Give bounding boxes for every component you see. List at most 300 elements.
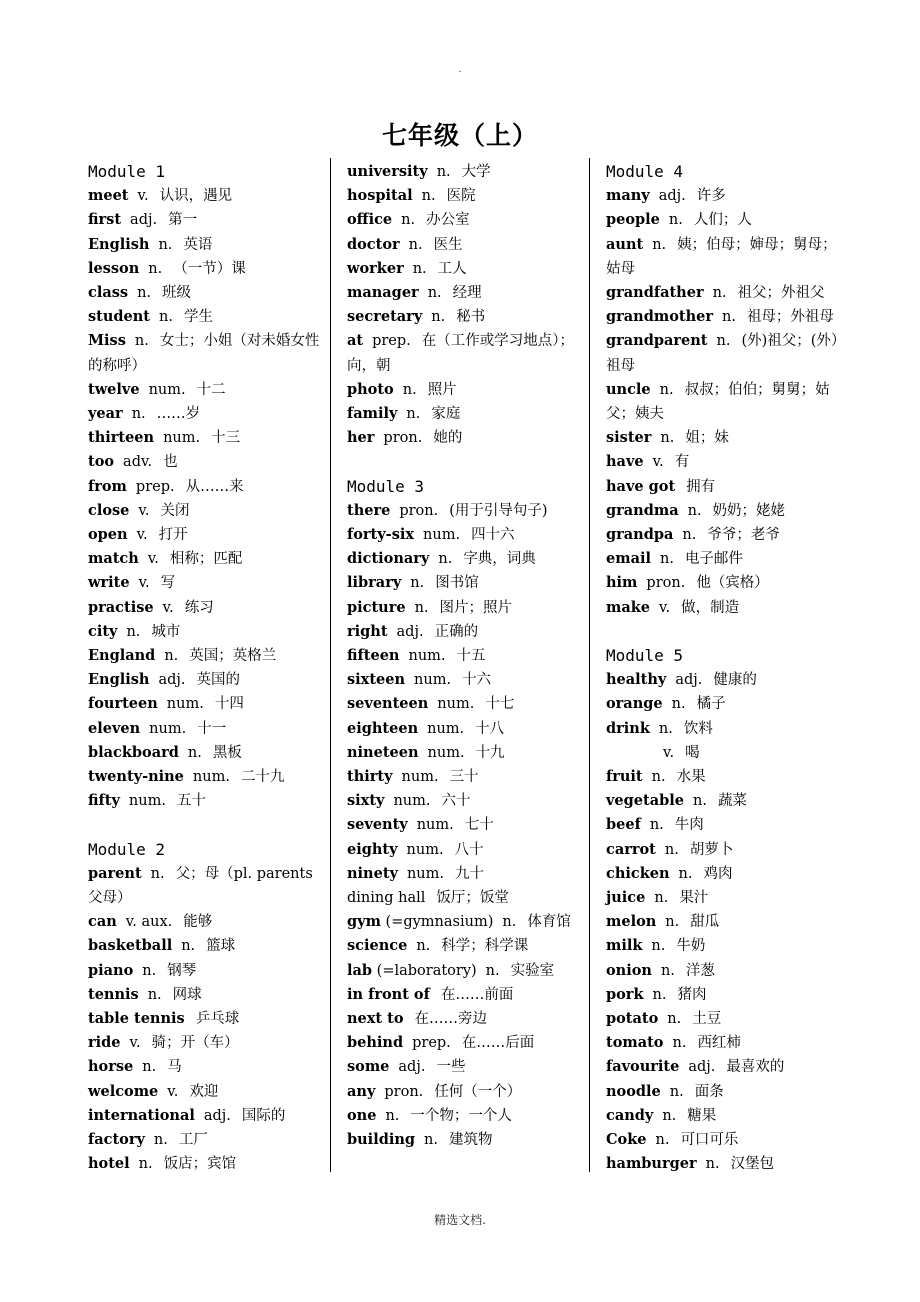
vocab-entry <box>347 378 587 402</box>
vocab-definition: 任何（一个） <box>434 1083 522 1100</box>
vocab-definition: 四十六 <box>471 527 515 544</box>
part-of-speech: pron. <box>646 575 686 592</box>
part-of-speech: n. <box>401 212 416 229</box>
vocab-definition: 十九 <box>475 744 505 761</box>
vocab-word: have <box>606 453 644 471</box>
part-of-speech: num. <box>437 696 475 713</box>
part-of-speech: num. <box>406 841 444 858</box>
part-of-speech: num. <box>427 744 465 761</box>
vocab-word: ninety <box>347 864 398 882</box>
vocab-definition: 十四 <box>214 696 244 713</box>
part-of-speech: num. <box>414 672 452 689</box>
vocab-word: make <box>606 598 651 616</box>
vocab-entry <box>347 402 587 426</box>
vocab-entry <box>347 862 587 886</box>
vocab-column-3 <box>606 160 846 1176</box>
vocab-word: candy <box>606 1106 654 1124</box>
section-gap <box>347 450 587 474</box>
vocab-definition: 在……旁边 <box>414 1011 488 1028</box>
vocab-entry <box>88 620 328 644</box>
vocab-word: favourite <box>606 1058 680 1076</box>
vocab-entry <box>606 1031 846 1055</box>
part-of-speech: v. aux. <box>125 914 173 931</box>
part-of-speech: n. <box>431 309 446 326</box>
vocab-definition: 姐；妹 <box>685 430 729 447</box>
vocab-word: secretary <box>347 308 423 326</box>
vocab-definition: 家庭 <box>431 406 461 423</box>
vocab-definition: 许多 <box>696 188 726 205</box>
vocab-word: sixteen <box>347 671 406 689</box>
vocab-entry <box>347 257 587 281</box>
vocab-word: uncle <box>606 380 651 398</box>
part-of-speech: n. <box>406 406 421 423</box>
part-of-speech: pron. <box>399 502 439 519</box>
vocab-entry <box>606 813 846 837</box>
vocab-word: piano <box>88 961 134 979</box>
vocab-definition: 照片 <box>427 381 457 398</box>
part-of-speech: v. <box>659 599 671 616</box>
vocab-definition: 也 <box>163 454 178 471</box>
vocab-entry <box>347 838 587 862</box>
vocab-definition: 饭店；宾馆 <box>163 1156 237 1173</box>
part-of-speech: n. <box>150 865 165 882</box>
vocab-entry <box>88 571 328 595</box>
vocab-word-note: (=gymnasium) <box>380 914 494 931</box>
part-of-speech: num. <box>406 865 444 882</box>
part-of-speech: n. <box>678 865 693 882</box>
vocab-entry <box>88 934 328 958</box>
vocab-definition: 果汁 <box>679 890 709 907</box>
part-of-speech: n. <box>187 744 202 761</box>
vocab-entry <box>88 789 328 813</box>
part-of-speech: adj. <box>658 188 686 205</box>
part-of-speech: n. <box>652 986 667 1003</box>
vocab-word: picture <box>347 598 406 616</box>
vocab-definition: 十二 <box>196 381 226 398</box>
vocab-entry <box>347 1080 587 1104</box>
part-of-speech: v. <box>162 599 174 616</box>
vocab-word: eleven <box>88 719 141 737</box>
vocab-definition: 喝 <box>685 744 700 761</box>
vocab-definition: 八十 <box>454 841 484 858</box>
vocab-word: doctor <box>347 235 400 253</box>
vocab-entry <box>88 1007 328 1031</box>
part-of-speech: n. <box>667 1011 682 1028</box>
vocab-entry <box>88 426 328 450</box>
vocab-entry <box>88 475 328 499</box>
vocab-definition: 实验室 <box>510 962 555 979</box>
vocab-entry <box>347 184 587 208</box>
vocab-definition: 可口可乐 <box>680 1132 739 1149</box>
vocab-entry <box>88 1128 328 1152</box>
vocab-entry <box>606 547 846 571</box>
vocab-entry <box>606 910 846 934</box>
vocab-entry <box>347 596 587 620</box>
vocab-definition: (用于引导句子) <box>449 502 548 519</box>
vocab-entry <box>88 305 328 329</box>
vocab-word: ride <box>88 1034 121 1052</box>
vocab-definition: 在……后面 <box>461 1035 535 1052</box>
part-of-speech: adj. <box>158 672 186 689</box>
vocab-entry <box>88 668 328 692</box>
vocab-word: fifteen <box>347 647 400 665</box>
part-of-speech: n. <box>665 914 680 931</box>
part-of-speech: n. <box>181 938 196 955</box>
vocab-definition: 十一 <box>197 720 227 737</box>
vocab-entry <box>606 475 846 499</box>
part-of-speech: v. <box>138 575 150 592</box>
part-of-speech: n. <box>687 502 702 519</box>
vocab-word: from <box>88 477 127 495</box>
vocab-entry <box>606 1007 846 1031</box>
vocab-word: dining hall <box>347 890 426 907</box>
vocab-word: basketball <box>88 937 173 955</box>
vocab-entry <box>606 838 846 862</box>
vocab-definition: 秘书 <box>456 309 486 326</box>
part-of-speech: n. <box>660 962 675 979</box>
vocab-entry <box>606 329 846 377</box>
part-of-speech: n. <box>159 309 173 326</box>
vocab-definition: 写 <box>160 575 176 592</box>
vocab-definition: 祖父；外祖父 <box>737 285 825 301</box>
vocab-entry <box>347 329 587 377</box>
part-of-speech: n. <box>651 769 666 786</box>
part-of-speech: adj. <box>396 623 424 640</box>
vocab-definition: 电子邮件 <box>684 551 743 568</box>
vocab-entry <box>347 692 587 716</box>
vocab-word: international <box>88 1106 195 1124</box>
vocab-entry <box>606 426 846 450</box>
vocab-entry <box>347 233 587 257</box>
vocab-definition: 饭厅；饭堂 <box>436 890 509 907</box>
vocab-entry <box>606 184 846 208</box>
vocab-word: England <box>88 647 156 665</box>
vocab-definition: 打开 <box>158 527 188 544</box>
part-of-speech: n. <box>671 696 686 713</box>
part-of-speech: v. <box>652 454 664 471</box>
vocab-definition: 他（宾格） <box>696 575 769 592</box>
vocab-definition: 城市 <box>151 623 181 640</box>
module-heading: Module 5 <box>606 646 684 666</box>
vocab-definition: 科学；科学课 <box>441 938 529 955</box>
vocab-entry <box>606 1080 846 1104</box>
column-divider <box>330 158 331 1172</box>
part-of-speech: n. <box>402 381 417 398</box>
vocab-entry <box>88 329 328 377</box>
vocab-word: library <box>347 574 402 592</box>
part-of-speech: n. <box>659 551 674 568</box>
part-of-speech: n. <box>134 333 149 350</box>
vocab-definition: 土豆 <box>692 1011 722 1028</box>
vocab-entry <box>606 281 846 305</box>
vocab-definition: 学生 <box>183 309 213 326</box>
vocab-entry <box>88 233 328 257</box>
vocab-definition: 姨；伯母；婶母；舅母；姑母 <box>606 236 837 277</box>
vocab-definition: 骑；开（车） <box>151 1035 239 1052</box>
vocab-entry <box>606 571 846 595</box>
vocab-column-1 <box>88 160 328 1176</box>
vocab-word: onion <box>606 961 652 979</box>
part-of-speech: n. <box>651 938 666 955</box>
vocab-word: at <box>347 332 364 350</box>
vocab-entry <box>88 499 328 523</box>
vocab-definition: 马 <box>167 1059 182 1076</box>
part-of-speech: n. <box>682 527 697 544</box>
vocab-definition: 黑板 <box>212 744 242 761</box>
vocab-entry <box>347 305 587 329</box>
vocab-word: meet <box>88 187 129 205</box>
vocab-word: dictionary <box>347 550 430 568</box>
vocab-word: university <box>347 163 428 180</box>
vocab-definition: 三十 <box>449 769 479 786</box>
vocab-entry <box>347 1031 587 1055</box>
vocab-definition: 从……来 <box>185 478 244 495</box>
vocab-definition: 体育馆 <box>527 914 571 931</box>
vocab-definition: 在……前面 <box>440 986 514 1003</box>
vocab-word: building <box>347 1131 416 1149</box>
vocab-definition: 欢迎 <box>189 1083 219 1100</box>
part-of-speech: n. <box>669 1083 684 1100</box>
part-of-speech: n. <box>649 817 664 834</box>
vocab-entry <box>88 208 328 232</box>
vocab-definition: 医院 <box>446 188 476 205</box>
vocab-word: him <box>606 574 638 592</box>
vocab-entry <box>88 378 328 402</box>
part-of-speech: n. <box>705 1156 720 1173</box>
part-of-speech: n. <box>412 260 427 277</box>
part-of-speech: num. <box>166 696 204 713</box>
vocab-entry <box>606 668 846 692</box>
vocab-definition: 正确的 <box>434 623 479 640</box>
part-of-speech: n. <box>408 236 423 253</box>
vocab-word: grandpa <box>606 526 674 544</box>
part-of-speech: n. <box>712 285 727 301</box>
part-of-speech: num. <box>393 793 431 810</box>
vocab-word: English <box>88 235 150 253</box>
part-of-speech: adv. <box>123 454 153 471</box>
vocab-definition: 洋葱 <box>685 962 715 979</box>
part-of-speech: n. <box>659 381 674 398</box>
vocab-entry <box>606 378 846 426</box>
vocab-entry <box>606 862 846 886</box>
vocab-definition: 认识，遇见 <box>159 188 233 205</box>
vocab-entry <box>347 910 587 934</box>
vocab-word: blackboard <box>88 743 179 761</box>
part-of-speech: prep. <box>412 1035 451 1052</box>
part-of-speech: num. <box>427 720 465 737</box>
part-of-speech: n. <box>148 260 163 277</box>
vocab-entry <box>347 1055 587 1079</box>
vocab-word: hotel <box>88 1155 130 1173</box>
vocab-word: factory <box>88 1131 145 1149</box>
vocab-word: table tennis <box>88 1010 185 1028</box>
vocab-entry <box>88 1104 328 1128</box>
vocab-word: science <box>347 937 408 955</box>
vocab-definition: 有 <box>674 454 690 471</box>
section-gap <box>606 620 846 644</box>
vocab-definition: 工厂 <box>178 1132 208 1149</box>
vocab-definition: 班级 <box>162 285 192 301</box>
vocab-word: lab <box>347 961 373 979</box>
vocab-definition: 女士；小姐（对未婚女性的称呼） <box>88 333 320 374</box>
vocab-word: seventy <box>347 816 408 834</box>
part-of-speech: n. <box>658 720 673 737</box>
vocab-word: eighteen <box>347 719 419 737</box>
vocab-word: juice <box>606 889 646 907</box>
vocab-word: grandma <box>606 501 679 519</box>
vocab-word: in front of <box>347 985 430 1003</box>
vocab-word: write <box>88 574 130 592</box>
vocab-entry <box>606 1104 846 1128</box>
vocab-entry <box>347 1128 587 1152</box>
part-of-speech: n. <box>131 406 146 423</box>
vocab-entry <box>88 1055 328 1079</box>
vocab-definition: 胡萝卜 <box>689 841 734 858</box>
vocab-entry <box>88 547 328 571</box>
vocab-entry <box>88 741 328 765</box>
vocab-word: lesson <box>88 259 140 277</box>
vocab-entry <box>606 523 846 547</box>
vocab-word: grandparent <box>606 332 708 350</box>
vocab-entry <box>606 450 846 474</box>
vocab-entry <box>606 741 846 765</box>
vocab-definition: 奶奶；姥姥 <box>712 502 786 519</box>
part-of-speech: adj. <box>398 1059 426 1076</box>
page-footer: 精选文档. <box>434 1213 486 1227</box>
vocab-definition: 橘子 <box>696 696 726 713</box>
vocab-word: behind <box>347 1034 404 1052</box>
part-of-speech: n. <box>410 575 425 592</box>
vocab-word: forty-six <box>347 526 415 544</box>
vocab-entry <box>88 765 328 789</box>
vocab-entry <box>88 959 328 983</box>
vocab-definition: 相称；匹配 <box>169 551 243 568</box>
vocab-word: carrot <box>606 840 656 858</box>
part-of-speech: pron. <box>383 430 423 447</box>
vocab-definition: 祖母；外祖母 <box>746 309 834 326</box>
vocab-entry <box>606 1128 846 1152</box>
vocab-definition: 饮料 <box>683 720 713 737</box>
vocab-definition: 网球 <box>172 986 202 1003</box>
vocab-entry <box>606 983 846 1007</box>
part-of-speech: n. <box>660 430 675 447</box>
vocab-word: student <box>88 308 151 326</box>
vocab-entry <box>347 426 587 450</box>
part-of-speech: n. <box>416 938 431 955</box>
part-of-speech: n. <box>414 599 429 616</box>
vocab-definition: 一些 <box>436 1059 466 1076</box>
vocab-entry <box>606 692 846 716</box>
part-of-speech: n. <box>427 285 442 302</box>
vocab-word: practise <box>88 598 154 616</box>
column-divider <box>589 158 590 1172</box>
vocab-word: email <box>606 550 651 568</box>
part-of-speech: n. <box>142 1059 157 1076</box>
vocab-entry <box>606 305 846 329</box>
vocab-word: tomato <box>606 1034 664 1052</box>
vocab-definition: 经理 <box>452 285 482 302</box>
part-of-speech: n. <box>126 623 141 640</box>
module-heading: Module 1 <box>88 162 166 181</box>
vocab-word: English <box>88 671 150 689</box>
vocab-entry <box>88 910 328 934</box>
vocab-entry <box>88 692 328 716</box>
vocab-entry <box>347 741 587 765</box>
vocab-definition: 英国；英格兰 <box>189 648 277 665</box>
vocab-entry <box>606 233 846 281</box>
part-of-speech: n. <box>664 841 679 858</box>
vocab-entry <box>347 717 587 741</box>
vocab-entry <box>347 160 587 184</box>
vocab-definition: 篮球 <box>206 938 236 955</box>
part-of-speech: n. <box>385 1107 400 1124</box>
vocab-entry <box>88 1080 328 1104</box>
vocab-entry <box>347 208 587 232</box>
vocab-definition: 九十 <box>455 865 484 882</box>
vocab-word: grandfather <box>606 284 704 301</box>
part-of-speech: num. <box>408 648 446 665</box>
vocab-entry <box>88 281 328 305</box>
vocab-definition: 五十 <box>176 793 206 810</box>
vocab-word: can <box>88 913 117 931</box>
vocab-entry <box>88 862 328 910</box>
vocab-definition: 做，制造 <box>681 599 740 616</box>
vocab-entry <box>606 1152 846 1176</box>
vocab-word: fifty <box>88 792 120 810</box>
vocab-entry <box>88 402 328 426</box>
vocab-word: healthy <box>606 671 667 689</box>
vocab-word: chicken <box>606 864 670 882</box>
vocab-entry <box>606 208 846 232</box>
page-title: 七年级（上） <box>381 121 538 150</box>
vocab-word: Miss <box>88 332 126 350</box>
vocab-word: photo <box>347 380 394 398</box>
vocab-definition: 第一 <box>168 212 198 229</box>
vocab-word: twelve <box>88 380 140 398</box>
module-heading: Module 2 <box>88 839 166 859</box>
vocab-entry <box>88 717 328 741</box>
part-of-speech: prep. <box>135 478 175 495</box>
part-of-speech: n. <box>668 212 683 229</box>
vocab-word: nineteen <box>347 743 419 761</box>
vocab-definition: 图书馆 <box>435 575 479 592</box>
vocab-word: twenty-nine <box>88 768 184 786</box>
part-of-speech: n. <box>655 1132 670 1149</box>
vocab-definition: 糖果 <box>687 1107 717 1124</box>
vocab-entry <box>606 596 846 620</box>
vocab-word: her <box>347 429 375 447</box>
vocab-definition: 鸡肉 <box>703 865 733 882</box>
vocab-definition: 人们；人 <box>693 212 752 229</box>
vocab-entry <box>347 983 587 1007</box>
part-of-speech: adj. <box>130 212 158 229</box>
vocab-word: office <box>347 211 393 229</box>
part-of-speech: n. <box>142 962 157 979</box>
vocab-definition: 甜瓜 <box>690 914 720 931</box>
vocab-entry <box>88 184 328 208</box>
vocab-word: drink <box>606 719 650 737</box>
vocab-word: sister <box>606 429 652 447</box>
vocab-definition: 最喜欢的 <box>726 1059 785 1076</box>
vocab-word: potato <box>606 1010 659 1028</box>
vocab-entry <box>88 983 328 1007</box>
vocab-word: tennis <box>88 985 139 1003</box>
vocab-entry <box>606 959 846 983</box>
vocab-definition: 关闭 <box>160 502 190 519</box>
vocab-word: have got <box>606 477 676 495</box>
vocab-definition: 十八 <box>475 720 505 737</box>
part-of-speech: n. <box>721 309 736 326</box>
